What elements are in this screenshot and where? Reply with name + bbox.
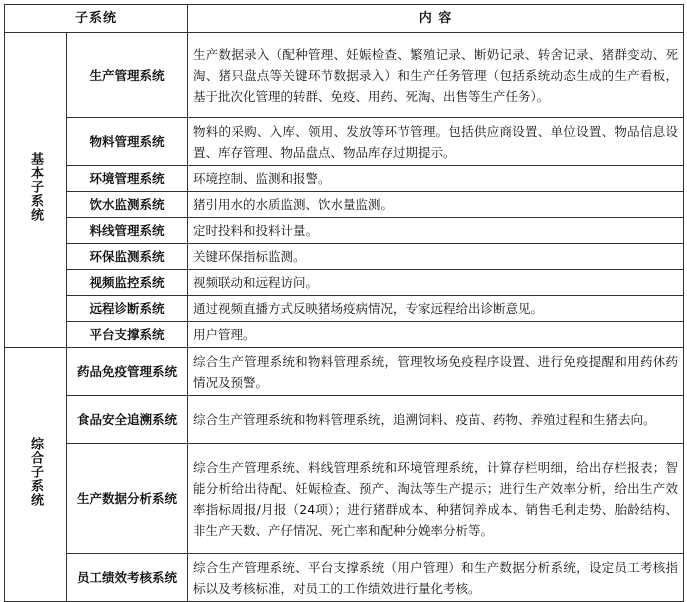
table-row <box>5 348 684 396</box>
subsystem-name: 远程诊断系统 <box>67 296 188 322</box>
table-row <box>5 33 684 118</box>
subsystem-name: 生产管理系统 <box>67 33 188 118</box>
subsystem-content: 生产数据录入（配种管理、妊娠检查、繁殖记录、断奶记录、转舍记录、猪群变动、死淘、猪只盘点等关键环节数据录入）和生产任务管理（包括系统动态生成的生产看板，基于批次化管理的转群、免疫、用药、死淘、出售等生产任务）。 <box>188 33 684 118</box>
table-row <box>5 218 684 244</box>
group-label: 综合子系统 <box>28 436 43 507</box>
subsystem-name: 环境管理系统 <box>67 166 188 192</box>
subsystem-content: 关键环保指标监测。 <box>188 244 684 270</box>
group-basic <box>5 33 67 348</box>
subsystem-content: 视频联动和远程访问。 <box>188 270 684 296</box>
subsystem-content: 综合生产管理系统、平台支撑系统（用户管理）和生产数据分析系统，设定员工考核指标以及考核标准，对员工的工作绩效进行量化考核。 <box>188 554 684 602</box>
subsystem-content: 用户管理。 <box>188 322 684 348</box>
table-row <box>5 192 684 218</box>
subsystem-name: 视频监控系统 <box>67 270 188 296</box>
subsystem-name: 药品免疫管理系统 <box>67 348 188 396</box>
subsystem-name: 饮水监测系统 <box>67 192 188 218</box>
header-content: 内 容 <box>188 5 684 33</box>
subsystem-content: 综合生产管理系统和物料管理系统，管理牧场免疫程序设置、进行免疫提醒和用药休药情况及预警。 <box>188 348 684 396</box>
subsystem-name: 环保监测系统 <box>67 244 188 270</box>
subsystem-name: 料线管理系统 <box>67 218 188 244</box>
subsystem-name: 员工绩效考核系统 <box>67 554 188 602</box>
subsystem-content: 定时投料和投料计量。 <box>188 218 684 244</box>
table-row <box>5 166 684 192</box>
subsystem-name: 平台支撑系统 <box>67 322 188 348</box>
group-composite <box>5 348 67 602</box>
table-row <box>5 396 684 444</box>
table-row <box>5 244 684 270</box>
subsystem-name: 物料管理系统 <box>67 118 188 166</box>
subsystem-name: 食品安全追溯系统 <box>67 396 188 444</box>
table-row <box>5 444 684 554</box>
table-row <box>5 118 684 166</box>
subsystem-content: 环境控制、监测和报警。 <box>188 166 684 192</box>
table-row <box>5 554 684 602</box>
subsystem-content: 物料的采购、入库、领用、发放等环节管理。包括供应商设置、单位设置、物品信息设置、库存管理、物品盘点、物品库存过期提示。 <box>188 118 684 166</box>
subsystem-content: 综合生产管理系统、料线管理系统和环境管理系统，计算存栏明细，给出存栏报表；智能分析给出待配、妊娠检查、预产、淘汰等生产提示；进行生产效率分析，给出生产效率指标周报/月报（24项）；进行猪群成本、种猪饲养成本、销售毛利走势、胎龄结构、非生产天数、产仔情况、死亡率和配种分娩率分析等。 <box>188 444 684 554</box>
header-row <box>5 5 684 33</box>
table-row <box>5 270 684 296</box>
table-row <box>5 322 684 348</box>
header-subsystem: 子系统 <box>5 5 188 33</box>
subsystem-content: 猪引用水的水质监测、饮水量监测。 <box>188 192 684 218</box>
group-label: 基本子系统 <box>28 152 43 222</box>
subsystem-content: 通过视频直播方式反映猪场疫病情况，专家远程给出诊断意见。 <box>188 296 684 322</box>
subsystem-name: 生产数据分析系统 <box>67 444 188 554</box>
subsystem-table <box>4 4 684 602</box>
table-row <box>5 296 684 322</box>
subsystem-content: 综合生产管理系统和物料管理系统，追溯饲料、疫苗、药物、养殖过程和生猪去向。 <box>188 396 684 444</box>
